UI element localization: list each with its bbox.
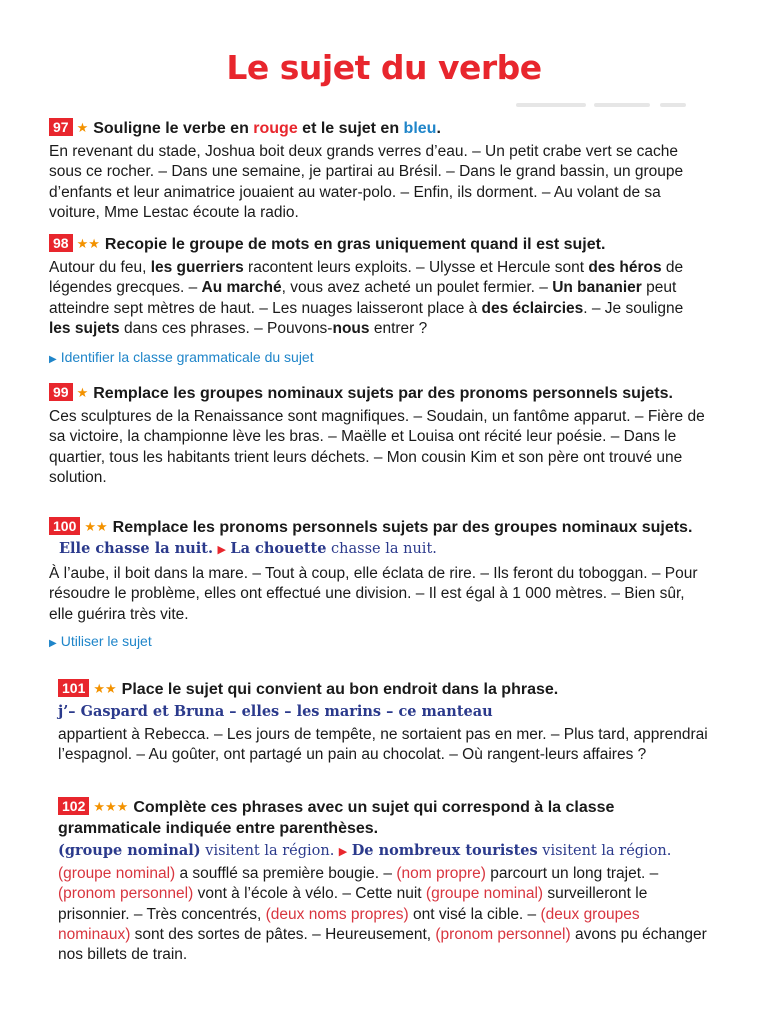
instruction-text: Remplace les groupes nominaux sujets par des pronoms personnels sujets. (93, 385, 673, 402)
text-segment: surveilleront le prisonnier. – Très concentrés, (58, 885, 648, 923)
exercise-text (58, 864, 708, 965)
text-segment: parcourt un long trajet. – (485, 865, 659, 882)
instruction-text: . (436, 120, 441, 137)
grammar-hint: (groupe nominal) (425, 885, 544, 903)
instruction-red-word: rouge (253, 120, 298, 137)
bold-phrase: Un bananier (552, 279, 642, 297)
instruction-text: Place le sujet qui convient au bon endroit dans la phrase. (121, 681, 559, 698)
instruction-text: Souligne le verbe en (93, 120, 254, 137)
bold-phrase: les sujets (49, 319, 120, 337)
grammar-hint: (deux noms propres) (265, 905, 409, 923)
text-segment: de légendes grecques. – (49, 259, 684, 297)
difficulty-stars: ★★ (93, 681, 117, 696)
exercise-instruction (49, 117, 709, 139)
instruction-blue-word: bleu (403, 120, 437, 137)
section-link-utiliser[interactable] (49, 633, 152, 649)
page-title: Le sujet du verbe (226, 48, 542, 87)
difficulty-stars: ★★ (84, 519, 108, 534)
section-link-label: Identifier la classe grammaticale du sujet (60, 349, 314, 365)
bold-phrase: des héros (588, 259, 662, 276)
bold-phrase: Au marché (201, 279, 282, 297)
instruction-text: Remplace les pronoms personnels sujets par des groupes nominaux sujets. (112, 519, 693, 536)
exercise-number: 99 (49, 383, 73, 401)
exercise-instruction (58, 796, 708, 839)
exercise-text: appartient à Rebecca. – Les jours de tempête, ne sortaient pas en mer. – Plus tard, apprendrai l’espagnol. – Au goûter, ont partagé un pain au chocolat. – Où rangent-leurs affaires ? (58, 726, 708, 764)
text-segment: , vous avez acheté un poulet fermier. – (281, 279, 553, 297)
exercise-text: À l’aube, il boit dans la mare. – Tout à coup, elle éclata de rire. – Ils feront du toboggan. – Pour résoudre le problème, elles ont effectué une division. – Il est égal à 1 000 mètres. – Bien sûr, elle guérira très vite. (49, 565, 698, 623)
text-segment: vont à l’école à vélo. – Cette nuit (193, 885, 426, 903)
example-rest: visitent la région. (200, 843, 335, 859)
example-answer-bold: La chouette (230, 540, 327, 557)
triangle-right-icon: ▶ (49, 354, 57, 365)
text-segment: Autour du feu, (49, 259, 151, 276)
difficulty-stars: ★ (76, 385, 89, 400)
example-answer-bold: De nombreux touristes (351, 842, 538, 859)
exercise-instruction (49, 382, 709, 404)
example-bold: (groupe nominal) (58, 842, 201, 859)
exercise-instruction (58, 678, 708, 700)
text-segment: avons pu échanger nos billets de train. (58, 925, 707, 964)
text-segment: ont visé la cible. – (408, 905, 541, 923)
exercise-102 (58, 796, 708, 965)
decoration-bar (516, 103, 586, 107)
exercise-number: 97 (49, 118, 73, 136)
section-link-label: Utiliser le sujet (60, 633, 152, 649)
instruction-text: Recopie le groupe de mots en gras uniquement quand il est sujet. (104, 236, 606, 253)
instruction-text: et le sujet en (297, 120, 404, 137)
bold-phrase: les guerriers (150, 259, 244, 276)
text-segment: sont des sortes de pâtes. – Heureusement, (130, 925, 436, 943)
grammar-hint: (deux groupes nominaux) (58, 905, 640, 943)
decoration-bar (594, 103, 650, 107)
exercise-instruction (49, 516, 709, 561)
section-link-identifier[interactable] (49, 349, 314, 365)
difficulty-stars: ★ (76, 120, 89, 135)
example-answer-rest: chasse la nuit. (326, 541, 437, 557)
exercise-100 (49, 516, 709, 625)
exercise-number: 101 (58, 679, 89, 697)
difficulty-stars: ★★ (76, 236, 100, 251)
text-segment: a soufflé sa première bougie. – (175, 865, 397, 882)
exercise-number: 100 (49, 517, 80, 535)
exercise-text: Ces sculptures de la Renaissance sont magnifiques. – Soudain, un fantôme apparut. – Fière de sa victoire, la championne lève les bras. – Maëlle et Louisa ont récité leur poésie. – Dans le quartier, tous les habitants trient leurs déchets. – Mon cousin Kim et son père ont trouvé une solution. (49, 408, 705, 486)
bold-phrase: des éclaircies (481, 299, 584, 317)
text-segment: . – Je souligne (583, 299, 684, 317)
grammar-hint: (groupe nominal) (58, 865, 176, 882)
decoration-bar (660, 103, 686, 107)
grammar-hint: (pronom personnel) (58, 885, 194, 903)
exercise-number: 98 (49, 234, 73, 252)
grammar-hint: (pronom personnel) (435, 925, 571, 943)
triangle-right-icon: ▶ (49, 638, 57, 649)
text-segment: entrer ? (369, 319, 428, 337)
arrow-right-icon: ▶ (338, 846, 348, 858)
text-segment: racontent leurs exploits. – Ulysse et Hercule sont (243, 259, 589, 276)
exercise-text (49, 258, 709, 339)
exercise-97 (49, 117, 709, 223)
exercise-text: En revenant du stade, Joshua boit deux grands verres d’eau. – Un petit crabe vert se cache sous ce rocher. – Dans une semaine, je partirai au Brésil. – Dans le grand bassin, un groupe d’enfants et leur animatrice jouaient au water-polo. – Enfin, ils dorment. – Au volant de sa voiture, Mme Lestac écoute la radio. (49, 143, 684, 221)
exercise-98 (49, 233, 709, 339)
example-answer-rest: visitent la région. (537, 843, 672, 859)
example-line (58, 842, 708, 860)
text-segment: peut atteindre sept mètres de haut. – Les nuages laisseront place à (49, 279, 677, 317)
example-sentence: Elle chasse la nuit. (59, 540, 213, 557)
bold-phrase: nous (332, 319, 370, 337)
difficulty-stars: ★★★ (93, 799, 129, 814)
instruction-text: Complète ces phrases avec un sujet qui correspond à la classe grammaticale indiquée entre parenthèses. (58, 799, 615, 837)
exercise-number: 102 (58, 797, 89, 815)
grammar-hint: (nom propre) (396, 865, 486, 882)
exercise-99 (49, 382, 709, 488)
exercise-101 (58, 678, 708, 766)
word-list: j’– Gaspard et Bruna – elles – les marins – ce manteau (58, 703, 493, 720)
text-segment: dans ces phrases. – Pouvons- (119, 319, 333, 337)
exercise-instruction (49, 233, 709, 255)
arrow-right-icon: ▶ (217, 544, 226, 556)
